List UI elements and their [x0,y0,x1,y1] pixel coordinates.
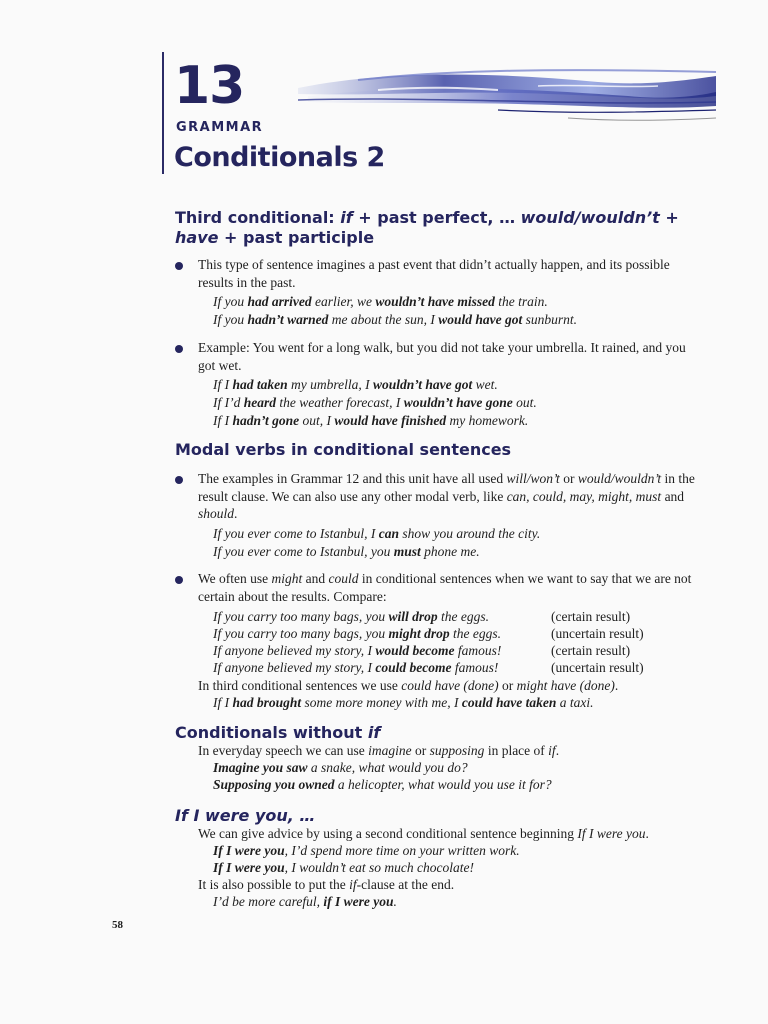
example-sentence: If you ever come to Istanbul, I can show you around the city. [213,526,541,541]
bullet-icon [175,576,183,584]
bullet-icon [175,345,183,353]
example-sentence: If I were you, I wouldn’t eat so much chocolate! [213,860,474,875]
paragraph: In everyday speech we can use imagine or supposing in place of if. [198,743,560,758]
heading-if-i-were-you: If I were you, … [175,806,316,825]
example-sentence: If I had brought some more money with me, I could have taken a taxi. [213,695,594,710]
compare-example: If you carry too many bags, you will drop the eggs. [213,609,489,624]
header-vertical-rule [162,52,164,174]
bullet-icon [175,262,183,270]
example-sentence: If I’d heard the weather forecast, I wouldn’t have gone out. [213,395,537,410]
compare-example: If anyone believed my story, I would become famous! [213,643,502,658]
example-sentence: Supposing you owned a helicopter, what would you use it for? [213,777,552,792]
paragraph: In third conditional sentences we use could have (done) or might have (done). [198,678,619,693]
example-sentence: Imagine you saw a snake, what would you do? [213,760,468,775]
paragraph: We can give advice by using a second conditional sentence beginning If I were you. [198,826,649,841]
paragraph: Example: You went for a long walk, but you did not take your umbrella. It rained, and you got wet. [198,340,686,373]
example-sentence: If you ever come to Istanbul, you must phone me. [213,544,480,559]
paragraph: We often use might and could in conditional sentences when we want to say that we are not certain about the results. Compare: [198,571,692,604]
result-note: (certain result) [551,609,631,624]
example-sentence: If I hadn’t gone out, I would have finished my homework. [213,413,529,428]
heading-third-conditional: Third conditional: if + past perfect, … would/wouldn’t + have + past participle [175,208,679,247]
compare-example: If anyone believed my story, I could become famous! [213,660,499,675]
example-sentence: If I had taken my umbrella, I wouldn’t have got wet. [213,377,498,392]
paragraph: It is also possible to put the if-clause at the end. [198,877,455,892]
result-note: (uncertain result) [551,660,644,675]
unit-number: 13 [174,56,245,116]
page-number: 58 [112,919,123,931]
bullet-icon [175,476,183,484]
result-note: (certain result) [551,643,631,658]
decorative-banner-graphic [298,66,716,124]
paragraph: This type of sentence imagines a past event that didn’t actually happen, and its possible results in the past. [198,257,670,290]
example-sentence: If I were you, I’d spend more time on your written work. [213,843,520,858]
page-title: Conditionals 2 [174,142,385,173]
example-sentence: I’d be more careful, if I were you. [213,894,397,909]
compare-example: If you carry too many bags, you might drop the eggs. [213,626,501,641]
heading-modal-verbs: Modal verbs in conditional sentences [175,440,512,459]
result-note: (uncertain result) [551,626,644,641]
example-sentence: If you had arrived earlier, we wouldn’t have missed the train. [213,294,548,309]
section-label: GRAMMAR [176,120,264,135]
example-sentence: If you hadn’t warned me about the sun, I would have got sunburnt. [213,312,578,327]
heading-conditionals-without-if: Conditionals without if [175,723,381,742]
paragraph: The examples in Grammar 12 and this unit have all used will/won’t or would/wouldn’t in the result clause. We can also use any other modal verb, like can, could, may, might, must and should. [198,471,695,521]
